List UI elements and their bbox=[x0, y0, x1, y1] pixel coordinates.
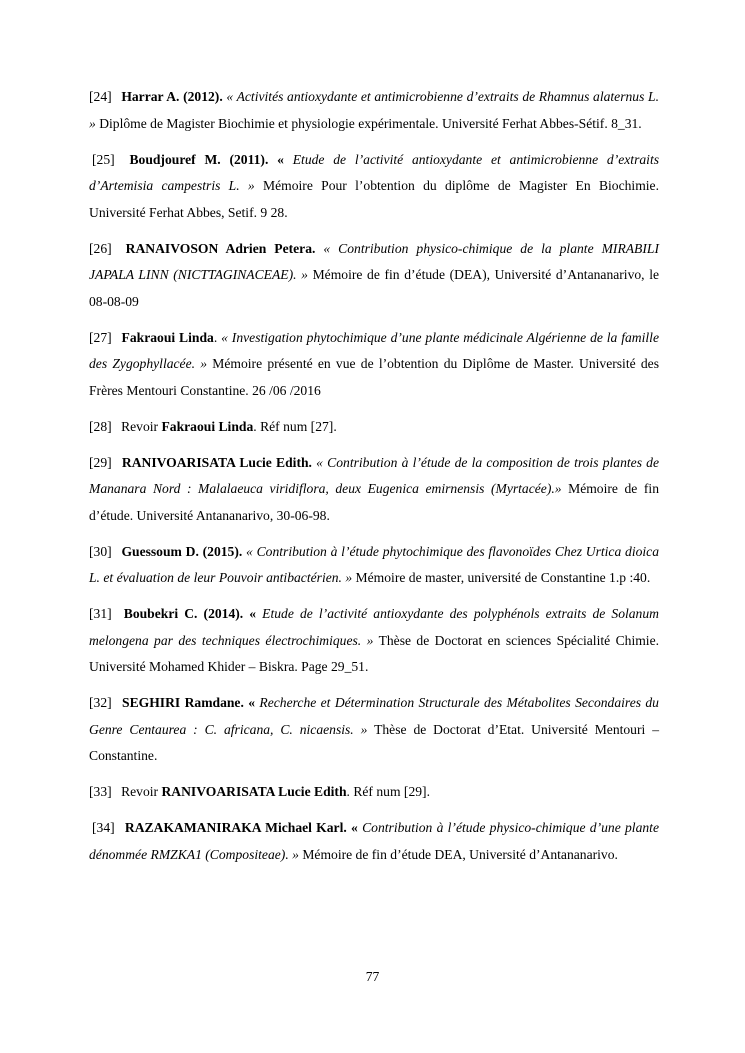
reference-title: « Contribution physico-chimique de la plante MIRABILI JAPALA LINN (NICTTAGINACEAE). » bbox=[89, 240, 659, 282]
reference-list bbox=[89, 84, 659, 878]
reference-details: Mémoire de master, université de Constantine 1.p :40. bbox=[355, 570, 651, 585]
reference-number: [33] bbox=[89, 784, 112, 799]
reference-title: « Investigation phytochimique d’une plante médicinale Algérienne de la famille des Zygophyllacée. » bbox=[89, 329, 659, 371]
reference-details: Mémoire Pour l’obtention du diplôme de Magister En Biochimie. Université Ferhat Abbes, Setif. 9 28. bbox=[89, 178, 659, 220]
reference-33: [33] Revoir RANIVOARISATA Lucie Edith. Réf num [29]. bbox=[89, 784, 430, 799]
reference-author: RAZAKAMANIRAKA Michael Karl. « bbox=[124, 820, 358, 835]
reference-number: [34] bbox=[92, 820, 115, 835]
reference-32 bbox=[89, 690, 659, 770]
reference-number: [25] bbox=[92, 151, 115, 167]
reference-details: Mémoire présenté en vue de l’obtention du Diplôme de Master. Université des Frères Mentouri Constantine. 26 /06 /2016 bbox=[89, 356, 659, 398]
reference-number: [26] bbox=[89, 240, 112, 256]
reference-29 bbox=[89, 450, 659, 530]
page-number: 77 bbox=[365, 969, 380, 984]
reference-title: « Activités antioxydante et antimicrobienne d’extraits de Rhamnus alaternus L. » bbox=[89, 89, 659, 131]
reference-details: Diplôme de Magister Biochimie et physiologie expérimentale. Université Ferhat Abbes-Sétif. 8_31. bbox=[99, 115, 642, 131]
reference-number: [24] bbox=[89, 89, 112, 104]
reference-details: Mémoire de fin d’étude. Université Antananarivo, 30-06-98. bbox=[89, 481, 659, 523]
reference-30 bbox=[89, 539, 659, 592]
reference-title: Recherche et Détermination Structurale des Métabolites Secondaires du Genre Centaurea : C. africana, C. nicaensis. » bbox=[89, 695, 659, 737]
reference-26 bbox=[89, 236, 659, 316]
reference-details: Réf num [29]. bbox=[353, 784, 430, 799]
reference-author: RANIVOARISATA Lucie Edith. bbox=[121, 454, 312, 470]
reference-title: « Contribution à l’étude phytochimique des flavonoïdes Chez Urtica dioica L. et évaluation de leur Pouvoir antibactérien. » bbox=[89, 543, 660, 585]
reference-author: RANIVOARISATA Lucie Edith bbox=[161, 784, 347, 799]
reference-34 bbox=[89, 815, 659, 868]
reference-27: [27] Fakraoui Linda. « Investigation phytochimique d’une plante médicinale Algérienne de la famille des Zygophyllacée. » Mémoire présenté en vue de l’obtention du Diplôme de Master. Université des Frères Mentouri Constantine. 26 /06 /2016 bbox=[89, 329, 659, 398]
reference-prefix: Revoir bbox=[121, 784, 159, 799]
reference-number: [31] bbox=[89, 606, 112, 621]
reference-author: Fakraoui Linda bbox=[161, 418, 254, 434]
reference-number: [30] bbox=[89, 543, 112, 559]
reference-24 bbox=[89, 84, 659, 137]
reference-details: Réf num [27]. bbox=[260, 418, 337, 434]
reference-author: SEGHIRI Ramdane. « bbox=[122, 695, 256, 710]
reference-number: [29] bbox=[89, 454, 112, 470]
reference-author: Guessoum D. (2015). bbox=[121, 543, 243, 559]
reference-prefix: Revoir bbox=[121, 418, 159, 434]
reference-number: [27] bbox=[89, 329, 112, 345]
reference-title: Contribution à l’étude physico-chimique d’une plante dénommée RMZKA1 (Compositeae). » bbox=[89, 820, 659, 862]
reference-title: « Contribution à l’étude de la composition de trois plantes de Mananara Nord : Malalaeuca viridiflora, deux Eugenica emirnensis (Myrtacée).» bbox=[89, 454, 660, 496]
reference-details: Thèse de Doctorat en sciences Spécialité Chimie. Université Mohamed Khider – Biskra. Page 29_51. bbox=[89, 632, 660, 674]
reference-31 bbox=[89, 601, 659, 681]
reference-details: Mémoire de fin d’étude (DEA), Université d’Antananarivo, le 08-08-09 bbox=[89, 267, 660, 309]
reference-details: Mémoire de fin d’étude DEA, Université d’Antananarivo. bbox=[302, 846, 618, 862]
reference-details: Thèse de Doctorat d’Etat. Université Mentouri – Constantine. bbox=[89, 721, 659, 763]
reference-number: [28] bbox=[89, 418, 112, 434]
reference-author: RANAIVOSON Adrien Petera. bbox=[125, 240, 316, 256]
reference-author: Boudjouref M. (2011). « bbox=[129, 151, 284, 167]
reference-25 bbox=[89, 147, 659, 227]
reference-28: [28] Revoir Fakraoui Linda. Réf num [27]. bbox=[89, 418, 337, 434]
reference-number: [32] bbox=[89, 695, 112, 710]
reference-title: Etude de l’activité antioxydante et antimicrobienne d’extraits d’Artemisia campestris L. » bbox=[89, 151, 660, 193]
reference-author: Harrar A. (2012). bbox=[121, 89, 223, 104]
reference-author: Boubekri C. (2014). « bbox=[123, 606, 257, 621]
reference-author: Fakraoui Linda bbox=[121, 329, 214, 345]
reference-title: Etude de l’activité antioxydante des polyphénols extraits de Solanum melongena par des techniques électrochimiques. » bbox=[89, 606, 659, 648]
